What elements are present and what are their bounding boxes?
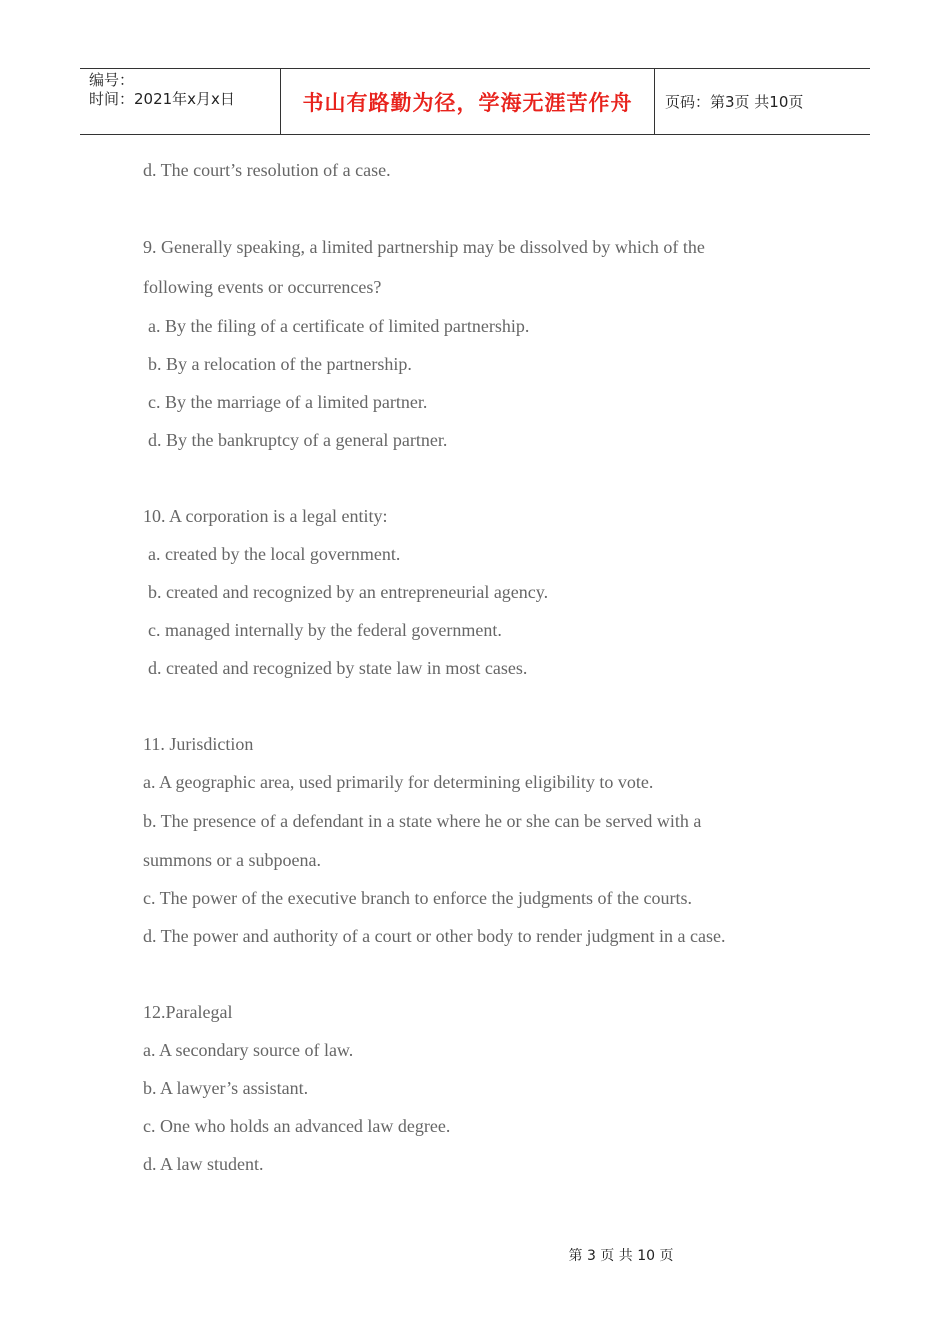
q12-stem: 12.Paralegal [143, 1002, 233, 1022]
q9-option-b: b. By a relocation of the partnership. [148, 354, 412, 374]
time-label: 时间：2021年x月x日 [89, 90, 235, 108]
q12-option-d: d. A law student. [143, 1154, 264, 1174]
q11-option-b-line1: b. The presence of a defendant in a state where he or she can be served with a [143, 811, 702, 831]
q9-stem-line1: 9. Generally speaking, a limited partnership may be dissolved by which of the [143, 237, 705, 257]
document-body [143, 151, 803, 1183]
q12-option-a: a. A secondary source of law. [143, 1040, 354, 1060]
q11-option-a: a. A geographic area, used primarily for determining eligibility to vote. [143, 772, 654, 792]
header-page-info: 页码：第3页 共10页 [665, 93, 804, 111]
q11-option-b-line2: summons or a subpoena. [143, 850, 321, 870]
q10-option-d: d. created and recognized by state law in most cases. [148, 658, 528, 678]
q9-stem-line2: following events or occurrences? [143, 277, 382, 297]
q8-option-d: d. The court’s resolution of a case. [143, 160, 391, 180]
q11-option-d: d. The power and authority of a court or other body to render judgment in a case. [143, 926, 726, 946]
serial-label: 编号： [89, 71, 135, 89]
header-meta [80, 69, 281, 134]
q9-option-a: a. By the filing of a certificate of limited partnership. [148, 316, 530, 336]
header-motto: 书山有路勤为径，学海无涯苦作舟 [281, 69, 655, 134]
page-header [80, 68, 870, 135]
q10-option-c: c. managed internally by the federal government. [148, 620, 502, 640]
page-footer: 第 3 页 共 10 页 [568, 1248, 674, 1264]
q10-option-a: a. created by the local government. [148, 544, 401, 564]
q12-option-b: b. A lawyer’s assistant. [143, 1078, 309, 1098]
q10-stem: 10. A corporation is a legal entity: [143, 506, 388, 526]
q11-option-c: c. The power of the executive branch to enforce the judgments of the courts. [143, 888, 692, 908]
q11-stem: 11. Jurisdiction [143, 734, 254, 754]
q12-option-c: c. One who holds an advanced law degree. [143, 1116, 451, 1136]
q9-option-c: c. By the marriage of a limited partner. [148, 392, 428, 412]
q9-option-d: d. By the bankruptcy of a general partner. [148, 430, 448, 450]
q10-option-b: b. created and recognized by an entrepreneurial agency. [148, 582, 549, 602]
